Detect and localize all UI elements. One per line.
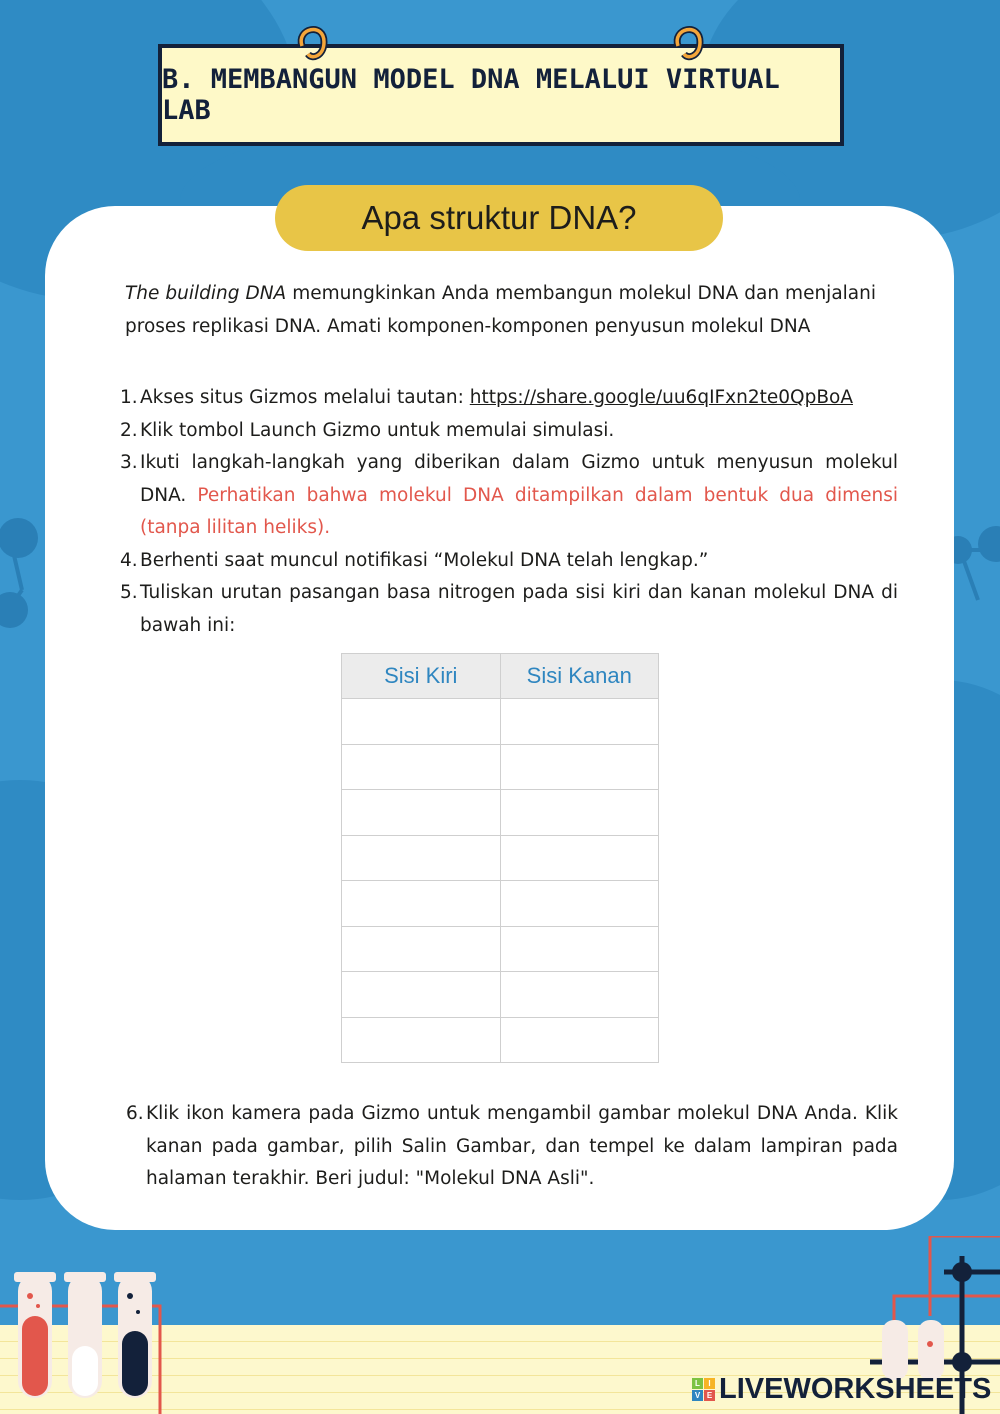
logo-mark-icon: L I V E [692, 1378, 715, 1401]
banner-title: B. MEMBANGUN MODEL DNA MELALUI VIRTUAL LAB [162, 64, 780, 126]
left-base-input[interactable] [342, 881, 500, 926]
logo-text: LIVEWORKSHEETS [719, 1372, 992, 1405]
intro-text: memungkinkan Anda membangun molekul DNA dan menjalani proses replikasi DNA. Amati komponen-komponen penyusun molekul DNA [125, 283, 876, 337]
right-base-input[interactable] [501, 881, 659, 926]
list-item [120, 577, 898, 642]
base-pair-table [341, 653, 659, 1063]
table-row [342, 835, 659, 881]
header-banner [158, 44, 844, 146]
right-base-input[interactable] [501, 836, 659, 881]
table-row [342, 744, 659, 790]
step-number: 6. [126, 1103, 144, 1124]
step-highlight: Perhatikan bahwa molekul DNA ditampilkan dalam bentuk dua dimensi (tanpa lilitan heliks). [140, 484, 898, 538]
step-text: Tuliskan urutan pasangan basa nitrogen pada sisi kiri dan kanan molekul DNA di bawah ini: [140, 582, 898, 636]
right-base-input[interactable] [501, 790, 659, 835]
table-row [342, 1017, 659, 1063]
left-base-input[interactable] [342, 927, 500, 972]
step-text: Akses situs Gizmos melalui tautan: [140, 387, 470, 408]
instruction-list [120, 382, 898, 642]
right-base-input[interactable] [501, 972, 659, 1017]
binder-ring-icon [294, 20, 330, 70]
section-title: Apa struktur DNA? [275, 185, 723, 251]
binder-ring-icon [670, 20, 706, 70]
column-header-right: Sisi Kanan [500, 654, 659, 699]
gizmo-link[interactable]: https://share.google/uu6qIFxn2te0QpBoA [469, 387, 853, 408]
right-base-input[interactable] [501, 699, 659, 744]
intro-paragraph [125, 278, 876, 343]
left-base-input[interactable] [342, 1018, 500, 1063]
liveworksheets-logo[interactable] [692, 1372, 991, 1406]
right-base-input[interactable] [501, 1018, 659, 1063]
test-tubes-icon [0, 1236, 180, 1414]
left-base-input[interactable] [342, 699, 500, 744]
table-row [342, 881, 659, 927]
left-base-input[interactable] [342, 836, 500, 881]
step-number: 4. [120, 549, 138, 571]
step-text: Klik tombol Launch Gizmo untuk memulai simulasi. [140, 419, 615, 441]
table-row [342, 790, 659, 836]
step-text: Ikuti langkah-langkah yang diberikan dalam Gizmo untuk menyusun molekul DNA. [140, 452, 898, 506]
list-item [126, 1098, 898, 1196]
step-text: Berhenti saat muncul notifikasi “Molekul DNA telah lengkap.” [140, 549, 709, 571]
right-base-input[interactable] [501, 927, 659, 972]
step-number: 5. [120, 582, 138, 603]
left-base-input[interactable] [342, 972, 500, 1017]
intro-italic: The building DNA [125, 283, 287, 304]
table-row [342, 926, 659, 972]
list-item [120, 447, 898, 545]
step-number: 2. [120, 419, 138, 441]
table-row [342, 972, 659, 1018]
right-base-input[interactable] [501, 745, 659, 790]
left-base-input[interactable] [342, 745, 500, 790]
column-header-left: Sisi Kiri [342, 654, 501, 699]
list-item [120, 382, 898, 415]
list-item [120, 545, 898, 578]
step-number: 1. [120, 387, 138, 408]
step-number: 3. [120, 452, 138, 473]
left-base-input[interactable] [342, 790, 500, 835]
step-text: Klik ikon kamera pada Gizmo untuk mengambil gambar molekul DNA Anda. Klik kanan pada gambar, pilih Salin Gambar, dan tempel ke dalam lampiran pada halaman terakhir. Beri judul: "Molekul DNA Asli". [146, 1103, 898, 1189]
list-item [120, 415, 898, 448]
table-row [342, 699, 659, 745]
